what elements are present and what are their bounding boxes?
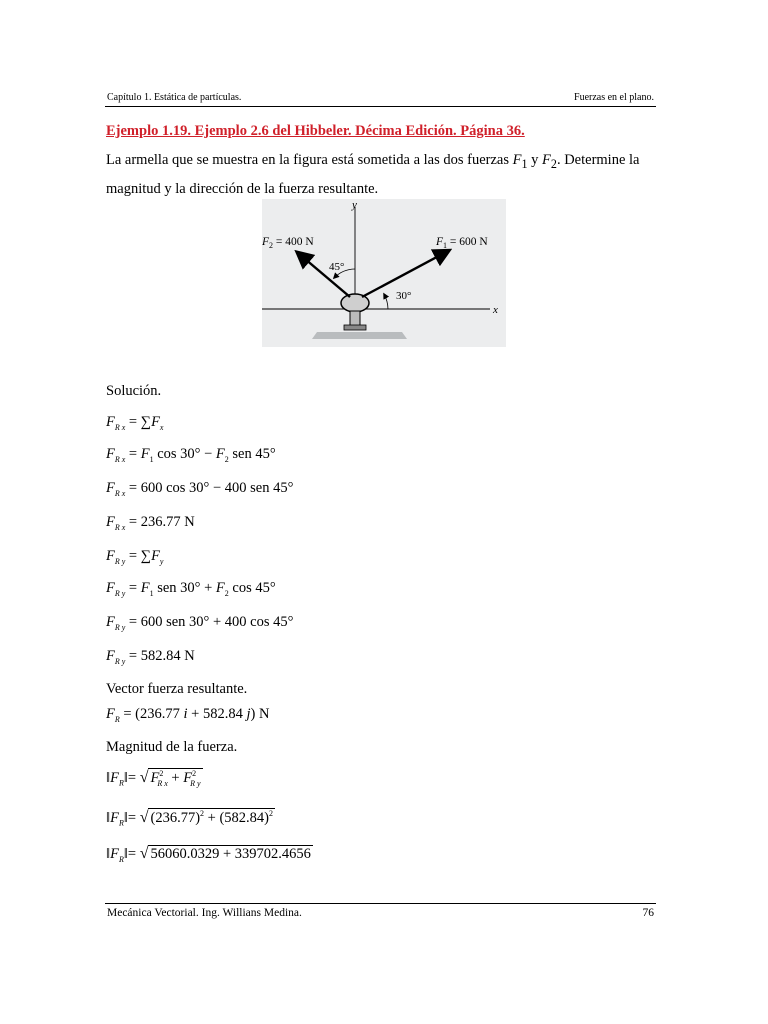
intro-text-b: . Determine la magnitud y la dirección de la fuerza resultante. <box>106 152 640 197</box>
intro-f1-sub: 1 <box>521 156 528 171</box>
angle-30-label: 30° <box>396 290 412 302</box>
eq-fry-components: $F_{R y} = F_1$ sen $30^\circ + F_2$ cos 45° <box>106 580 276 598</box>
f2-label <box>262 236 314 250</box>
m2-pow-a: 2 <box>200 809 205 818</box>
eq-frx-sum: $F_{R x} = \sum F_x$ <box>106 414 164 432</box>
header-chapter: Capítulo 1. Estática de partículas. <box>107 92 242 103</box>
eq8-rhs: = 582.84 N <box>128 648 195 664</box>
eq1-rhs: = ∑ <box>128 414 152 430</box>
eq-magnitude-substituted: $‖F_R‖=$ √ $(236.77)^2 + (582.84)^2$ <box>106 808 273 828</box>
force-f2-arrow <box>298 253 350 297</box>
f1-value: = 600 N <box>447 236 488 248</box>
eq-magnitude-formula: $‖F_R‖=$ √ $F^2_{R x} + F^2_{R y}$ <box>106 768 201 788</box>
eq-magnitude-numbers: $‖F_R‖=$ √ 56060.0329 + 339702.4656 <box>106 845 311 864</box>
eq5-rhs: = ∑ <box>128 548 152 564</box>
eq-fry-numbers: $F_{R y} = 600$ sen 30° + 400 cos 45° <box>106 614 294 632</box>
intro-paragraph <box>106 148 658 202</box>
footer-text: Mecánica Vectorial. Ing. Willians Medina. <box>107 907 302 919</box>
force-diagram <box>262 199 506 347</box>
m3-inner: 56060.0329 + 339702.4656 <box>150 846 311 862</box>
header-divider <box>105 106 656 107</box>
solution-label: Solución. <box>106 383 162 399</box>
eq9-j: j <box>246 706 251 722</box>
angle-30-arc <box>384 294 388 309</box>
eq3-rhs: = 600 cos 30° − 400 sen 45° <box>128 480 294 496</box>
eq4-rhs: = 236.77 N <box>128 514 195 530</box>
eq6-rhs-b: cos 45° <box>228 580 276 596</box>
eq-frx-components: $F_{R x} = F_1$ $\cos 30^\circ - F_2$ sen 45° <box>106 446 276 464</box>
m2-pow-b: 2 <box>269 809 273 818</box>
eq-frx-result: $F_{R x} = 236.77$ N <box>106 514 195 532</box>
eq9-i: i <box>183 706 188 722</box>
eq-fr-vector: $F_R = (236.77$ i + 582.84 j) N <box>106 706 270 724</box>
f1-symbol: F <box>436 236 444 248</box>
axis-y-label: y <box>352 199 357 211</box>
magnitude-label: Magnitud de la fuerza. <box>106 739 238 755</box>
ground-base <box>312 332 407 339</box>
intro-f2-sub: 2 <box>550 156 557 171</box>
f2-symbol: F <box>262 236 270 248</box>
f1-sub: 1 <box>443 241 448 250</box>
page-number: 76 <box>642 907 654 919</box>
f1-label <box>435 236 488 250</box>
eq9-rhs-c: ) N <box>250 706 270 722</box>
example-title: Ejemplo 1.19. Ejemplo 2.6 del Hibbeler. Décima Edición. Página 36. <box>106 123 525 139</box>
m2-inner-a: (236.77) <box>150 809 201 826</box>
footer-divider <box>105 903 656 904</box>
angle-45-label: 45° <box>329 261 345 273</box>
eq9-rhs-b: + 582.84 <box>187 706 247 722</box>
eq6-rhs-a: sen 30° + <box>153 580 216 596</box>
intro-f1: F <box>512 152 522 168</box>
eyebolt-nut <box>344 325 366 330</box>
eq-fry-sum: $F_{R y} = \sum F_y$ <box>106 548 164 566</box>
intro-text-a: La armella que se muestra en la figura está sometida a las dos fuerzas <box>106 152 513 168</box>
m2-inner-b: + (582.84) <box>204 809 269 826</box>
eq2-rhs-b: sen 45° <box>228 446 276 462</box>
vector-label: Vector fuerza resultante. <box>106 681 248 697</box>
eq7-rhs: = 600 sen 30° + 400 cos 45° <box>128 614 294 630</box>
header-section: Fuerzas en el plano. <box>574 92 654 103</box>
eq-fry-result: $F_{R y} = 582.84$ N <box>106 648 195 666</box>
eq2-rhs-a: cos 30° − <box>153 446 216 462</box>
eq-frx-numbers: $F_{R x} = 600$ cos 30° − 400 sen 45° <box>106 480 294 498</box>
eq9-rhs-a: = (236.77 <box>123 706 184 722</box>
intro-f2: F <box>542 152 551 168</box>
axis-x-label: x <box>493 304 498 316</box>
f2-sub: 2 <box>269 241 274 250</box>
f2-value: = 400 N <box>273 236 314 248</box>
force-diagram-svg <box>262 199 506 347</box>
intro-and: y <box>527 152 543 168</box>
